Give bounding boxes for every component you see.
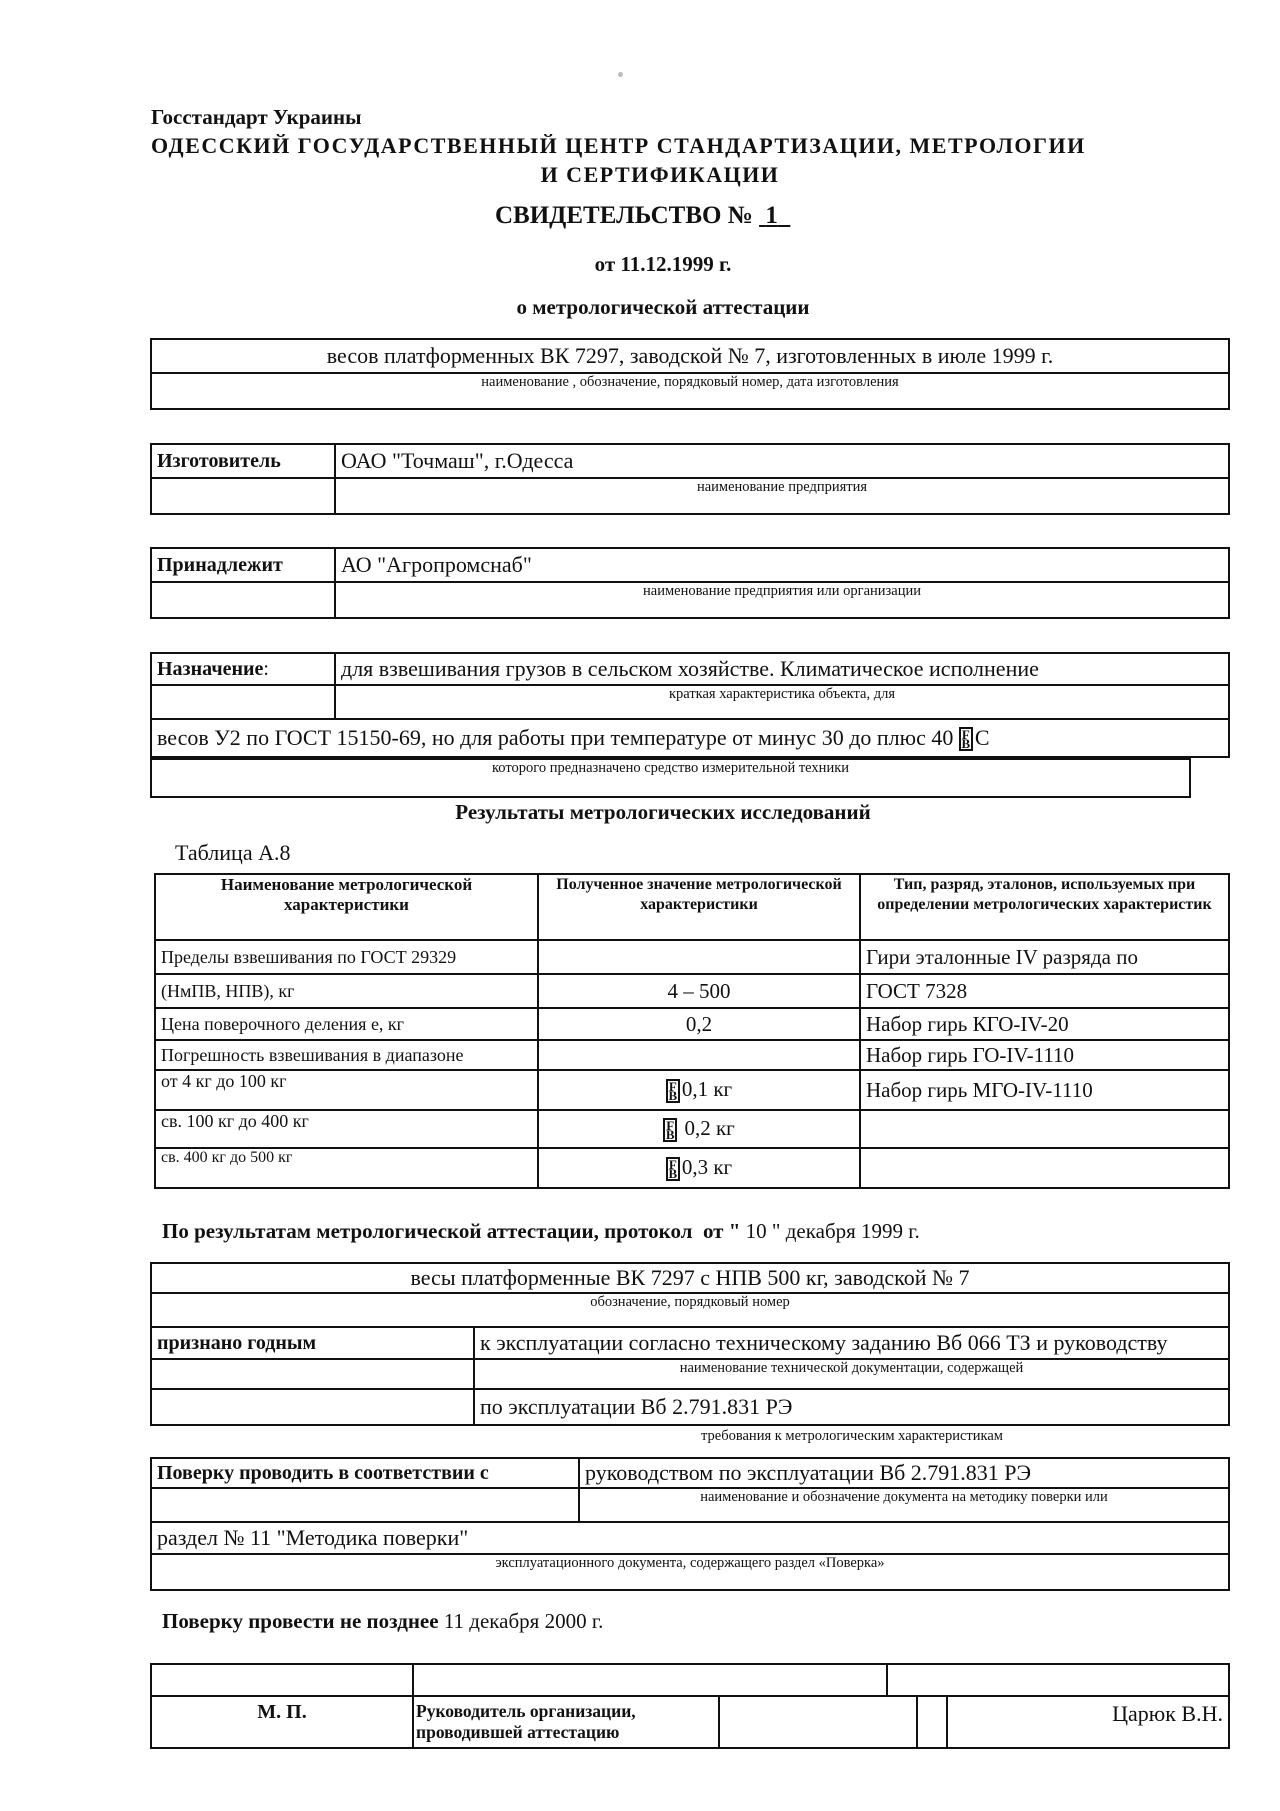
verification-empty bbox=[151, 1488, 579, 1522]
certificate-subject: о метрологической аттестации bbox=[516, 295, 810, 319]
row-value-text: 0,2 кг bbox=[679, 1115, 735, 1140]
table-row bbox=[155, 1110, 1229, 1148]
manufacturer-empty bbox=[151, 478, 335, 514]
object-caption: наименование , обозначение, порядковый номер, дата изготовления bbox=[151, 373, 1229, 409]
row-value bbox=[538, 1110, 860, 1148]
verification-label: Поверку проводить в соответствии с bbox=[151, 1458, 579, 1488]
signer-role: Руководитель организации, проводившей аттестацию bbox=[413, 1696, 719, 1748]
purpose-caption2-table bbox=[150, 758, 1191, 798]
signature-table bbox=[150, 1663, 1230, 1749]
row-standard bbox=[860, 1110, 1229, 1148]
purpose-caption2: которого предназначено средство измерительной техники bbox=[151, 759, 1190, 797]
object-value: весов платформенных ВК 7297, заводской № 7, изготовленных в июле 1999 г. bbox=[151, 339, 1229, 373]
purpose-unit: С bbox=[974, 724, 990, 750]
verification-value1: руководством по эксплуатации Вб 2.791.831 РЭ bbox=[579, 1458, 1229, 1488]
degree-glyph-icon: F B bbox=[959, 727, 973, 751]
row-value: 4 – 500 bbox=[538, 974, 860, 1008]
verdict-table bbox=[150, 1262, 1230, 1426]
verdict-caption2: требования к метрологическим характеристикам bbox=[701, 1428, 1003, 1444]
signature-cell bbox=[151, 1664, 413, 1696]
results-title: Результаты метрологических исследований bbox=[455, 800, 871, 824]
protocol-text: По результатам метрологической аттестации, протокол от " bbox=[162, 1219, 741, 1243]
results-table bbox=[154, 873, 1230, 1189]
verification-caption1: наименование и обозначение документа на методику поверки или bbox=[579, 1488, 1229, 1522]
table-row bbox=[155, 1008, 1229, 1040]
row-name: Пределы взвешивания по ГОСТ 29329 bbox=[155, 940, 538, 974]
certificate-label: СВИДЕТЕЛЬСТВО № bbox=[495, 202, 753, 229]
verification-table bbox=[150, 1457, 1230, 1591]
row-value bbox=[538, 1040, 860, 1070]
results-col-standard: Тип, разряд, эталонов, используемых при определении метрологических характеристик bbox=[860, 874, 1229, 940]
object-table bbox=[150, 338, 1230, 410]
decorative-dot bbox=[618, 72, 623, 77]
owner-value: АО "Агропромснаб" bbox=[335, 548, 1229, 582]
verdict-caption1: наименование технической документации, содержащей bbox=[474, 1359, 1229, 1389]
purpose-value: для взвешивания грузов в сельском хозяйстве. Климатическое исполнение bbox=[335, 653, 1229, 685]
row-value-text: 0,1 кг bbox=[681, 1076, 733, 1101]
purpose-empty bbox=[151, 685, 335, 719]
row-value bbox=[538, 1148, 860, 1188]
deadline-value: 11 декабря 2000 г. bbox=[438, 1609, 604, 1633]
owner-caption: наименование предприятия или организации bbox=[335, 582, 1229, 618]
table-row bbox=[155, 1148, 1229, 1188]
verdict-empty2 bbox=[151, 1389, 474, 1425]
manufacturer-table bbox=[150, 443, 1230, 515]
table-row bbox=[155, 1040, 1229, 1070]
certificate-number bbox=[759, 202, 790, 229]
signature-cell bbox=[917, 1696, 947, 1748]
deadline-line bbox=[162, 1609, 603, 1634]
row-standard bbox=[860, 1148, 1229, 1188]
table-row bbox=[155, 974, 1229, 1008]
signature-line bbox=[719, 1696, 917, 1748]
purpose-value2-text: весов У2 по ГОСТ 15150-69, но для работы при температуре от минус 30 до плюс 40 bbox=[157, 724, 954, 750]
manufacturer-value: ОАО "Точмаш", г.Одесса bbox=[335, 444, 1229, 478]
purpose-label-suffix: : bbox=[263, 657, 269, 680]
manufacturer-caption: наименование предприятия bbox=[335, 478, 1229, 514]
row-name: от 4 кг до 100 кг bbox=[155, 1070, 538, 1110]
signer-name: Царюк В.Н. bbox=[947, 1696, 1229, 1748]
agency-name: Госстандарт Украины bbox=[151, 105, 362, 129]
results-header-row bbox=[155, 874, 1229, 940]
row-value bbox=[538, 1070, 860, 1110]
purpose-caption1: краткая характеристика объекта, для bbox=[335, 685, 1229, 719]
row-value: 0,2 bbox=[538, 1008, 860, 1040]
row-standard: Набор гирь МГО-IV-1110 bbox=[860, 1070, 1229, 1110]
row-value bbox=[538, 940, 860, 974]
row-name: св. 400 кг до 500 кг bbox=[155, 1148, 538, 1188]
signature-cell bbox=[413, 1664, 887, 1696]
purpose-value2 bbox=[151, 719, 1229, 757]
purpose-table bbox=[150, 652, 1230, 758]
table-label: Таблица А.8 bbox=[175, 840, 291, 865]
center-title-line2: И СЕРТИФИКАЦИИ bbox=[540, 162, 780, 187]
verdict-object: весы платформенные ВК 7297 с НПВ 500 кг, заводской № 7 bbox=[151, 1263, 1229, 1293]
verdict-value1: к эксплуатации согласно техническому заданию Вб 066 ТЗ и руководству bbox=[474, 1327, 1229, 1359]
verdict-object-caption: обозначение, порядковый номер bbox=[151, 1293, 1229, 1327]
purpose-label bbox=[151, 653, 335, 685]
certificate-number-value: 1 bbox=[765, 202, 778, 229]
stamp-label: М. П. bbox=[151, 1696, 413, 1748]
row-name: св. 100 кг до 400 кг bbox=[155, 1110, 538, 1148]
verification-value2: раздел № 11 "Методика поверки" bbox=[151, 1522, 1229, 1554]
row-standard: ГОСТ 7328 bbox=[860, 974, 1229, 1008]
results-col-value: Полученное значение метрологической характеристики bbox=[538, 874, 860, 940]
plusminus-glyph-icon: F B bbox=[666, 1079, 680, 1103]
row-name: Погрешность взвешивания в диапазоне bbox=[155, 1040, 538, 1070]
row-name: (НмПВ, НПВ), кг bbox=[155, 974, 538, 1008]
owner-table bbox=[150, 547, 1230, 619]
center-title-line1: ОДЕССКИЙ ГОСУДАРСТВЕННЫЙ ЦЕНТР СТАНДАРТИЗАЦИИ, МЕТРОЛОГИИ bbox=[151, 133, 1086, 158]
results-col-name: Наименование метрологической характеристики bbox=[155, 874, 538, 940]
row-standard: Набор гирь КГО-IV-20 bbox=[860, 1008, 1229, 1040]
owner-label: Принадлежит bbox=[151, 548, 335, 582]
certificate-date: от 11.12.1999 г. bbox=[594, 252, 732, 276]
certificate-title bbox=[495, 202, 790, 230]
plusminus-glyph-icon: F B bbox=[663, 1118, 677, 1142]
row-standard: Набор гирь ГО-IV-1110 bbox=[860, 1040, 1229, 1070]
verification-caption2: эксплуатационного документа, содержащего раздел «Поверка» bbox=[151, 1554, 1229, 1590]
verdict-label: признано годным bbox=[151, 1327, 474, 1359]
plusminus-glyph-icon: F B bbox=[666, 1157, 680, 1181]
verdict-value2: по эксплуатации Вб 2.791.831 РЭ bbox=[474, 1389, 1229, 1425]
owner-empty bbox=[151, 582, 335, 618]
protocol-month-year: " декабря 1999 г. bbox=[771, 1219, 920, 1243]
row-standard: Гири эталонные IV разряда по bbox=[860, 940, 1229, 974]
table-row bbox=[155, 1070, 1229, 1110]
purpose-label-text: Назначение bbox=[157, 657, 264, 680]
row-value-text: 0,3 кг bbox=[681, 1154, 733, 1179]
verdict-empty1 bbox=[151, 1359, 474, 1389]
protocol-line bbox=[162, 1219, 920, 1244]
protocol-day: 10 bbox=[740, 1219, 772, 1243]
manufacturer-label: Изготовитель bbox=[151, 444, 335, 478]
table-row bbox=[155, 940, 1229, 974]
deadline-label: Поверку провести не позднее bbox=[162, 1609, 439, 1633]
row-name: Цена поверочного деления е, кг bbox=[155, 1008, 538, 1040]
signature-cell bbox=[887, 1664, 1229, 1696]
